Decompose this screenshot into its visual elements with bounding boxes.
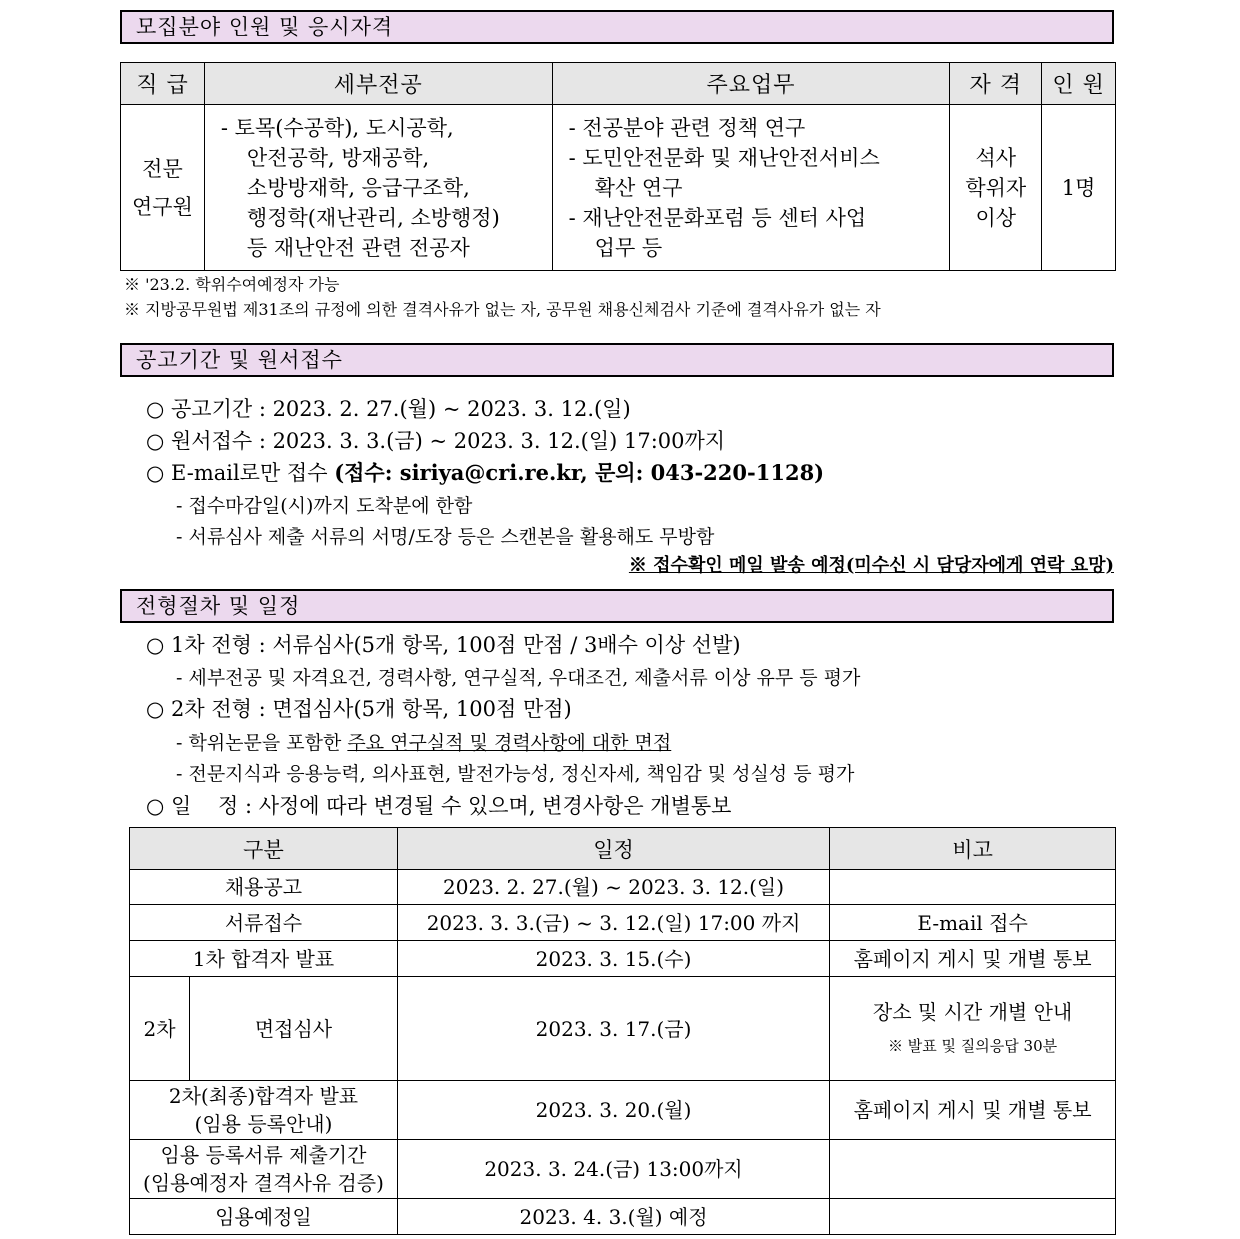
row-category <box>130 1081 398 1140</box>
stage2-sub-interview-prefix: - 학위논문을 포함한 <box>176 732 348 754</box>
row-remarks <box>830 1199 1116 1235</box>
row-date: 2023. 3. 20.(월) <box>397 1081 829 1140</box>
duty-line: 업무 등 <box>594 235 663 260</box>
table-row <box>130 977 1116 1081</box>
email-reception <box>146 457 824 487</box>
table-row <box>130 1199 1116 1235</box>
reception-sub-deadline: - 접수마감일(시)까지 도착분에 한함 <box>176 495 473 517</box>
qualification-line: 석사 <box>975 145 1017 170</box>
schedule-table <box>129 827 1116 1235</box>
stage2-sub-evaluation: - 전문지식과 응용능력, 의사표현, 발전가능성, 정신자세, 책임감 및 성실성 등 평가 <box>176 763 855 785</box>
row-category: 서류접수 <box>130 905 398 941</box>
row-category: 임용예정일 <box>130 1199 398 1235</box>
qualification-line: 학위자 <box>965 175 1027 200</box>
remarks-line: 장소 및 시간 개별 안내 <box>872 999 1073 1024</box>
email-contact: (접수: siriya@cri.re.kr, 문의: 043-220-1128) <box>334 460 825 485</box>
reception-period: ○ 원서접수 : 2023. 3. 3.(금) ~ 2023. 3. 12.(일) 17:00까지 <box>146 429 726 453</box>
recruitment-table <box>120 62 1116 271</box>
major-line: 등 재난안전 관련 전공자 <box>246 235 470 260</box>
row-category: 1차 합격자 발표 <box>130 941 398 977</box>
col-header-date: 일정 <box>397 828 829 870</box>
duty-line: - 도민안전문화 및 재난안전서비스 <box>568 145 880 170</box>
row-remarks: 홈페이지 게시 및 개별 통보 <box>830 941 1116 977</box>
row-date: 2023. 3. 24.(금) 13:00까지 <box>397 1140 829 1199</box>
row-remarks: 홈페이지 게시 및 개별 통보 <box>830 1081 1116 1140</box>
row-remarks: E-mail 접수 <box>830 905 1116 941</box>
major-line: 행정학(재난관리, 소방행정) <box>246 205 500 230</box>
row-remarks <box>830 1140 1116 1199</box>
row-date: 2023. 2. 27.(월) ~ 2023. 3. 12.(일) <box>397 870 829 905</box>
row-remarks <box>830 870 1116 905</box>
table-row <box>130 870 1116 905</box>
table-row <box>130 905 1116 941</box>
category-line: 2차(최종)합격자 발표 <box>168 1084 359 1108</box>
row-remarks <box>830 977 1116 1081</box>
section-title-procedure: 전형절차 및 일정 <box>120 589 1114 623</box>
stage2-sub-interview <box>176 728 671 755</box>
major-line: 안전공학, 방재공학, <box>246 145 430 170</box>
major-line: 소방방재학, 응급구조학, <box>246 175 470 200</box>
headcount-cell: 1명 <box>1042 105 1116 271</box>
row-date: 2023. 3. 15.(수) <box>397 941 829 977</box>
rank-cell <box>121 105 205 271</box>
category-line: (임용 등록안내) <box>194 1112 333 1136</box>
section-title-recruitment: 모집분야 인원 및 응시자격 <box>120 10 1114 44</box>
stage2-sub-interview-underlined: 주요 연구실적 및 경력사항에 대한 면접 <box>347 732 672 754</box>
category-line: (임용예정자 결격사유 검증) <box>143 1171 384 1195</box>
col-header-category: 구분 <box>130 828 398 870</box>
email-reception-label: ○ E-mail로만 접수 <box>146 461 335 485</box>
row-category <box>130 1140 398 1199</box>
major-line: - 토목(수공학), 도시공학, <box>220 115 454 140</box>
col-header-rank: 직 급 <box>121 63 205 105</box>
duty-line: 확산 연구 <box>594 175 683 200</box>
col-header-duties: 주요업무 <box>552 63 950 105</box>
row-date: 2023. 3. 3.(금) ~ 3. 12.(일) 17:00 까지 <box>397 905 829 941</box>
col-header-qualification: 자 격 <box>950 63 1042 105</box>
major-cell <box>204 105 552 271</box>
row-date: 2023. 4. 3.(월) 예정 <box>397 1199 829 1235</box>
stage1-line: ○ 1차 전형 : 서류심사(5개 항목, 100점 만점 / 3배수 이상 선발) <box>146 633 741 657</box>
row-category: 면접심사 <box>189 977 397 1081</box>
rank-line: 연구원 <box>132 194 193 219</box>
reception-sub-scan: - 서류심사 제출 서류의 서명/도장 등은 스캔본을 활용해도 무방함 <box>176 526 715 548</box>
col-header-remarks: 비고 <box>830 828 1116 870</box>
table-row <box>130 1081 1116 1140</box>
row-date: 2023. 3. 17.(금) <box>397 977 829 1081</box>
category-line: 임용 등록서류 제출기간 <box>160 1143 367 1167</box>
col-header-headcount: 인 원 <box>1042 63 1116 105</box>
table-row <box>130 941 1116 977</box>
qualification-cell <box>950 105 1042 271</box>
duties-cell <box>552 105 950 271</box>
rank-line: 전문 <box>142 156 183 181</box>
col-header-major: 세부전공 <box>204 63 552 105</box>
note-graduation: ※ '23.2. 학위수여예정자 가능 <box>124 275 340 294</box>
table-row <box>130 1140 1116 1199</box>
schedule-line: ○ 일 정 : 사정에 따라 변경될 수 있으며, 변경사항은 개별통보 <box>146 794 732 818</box>
duty-line: - 전공분야 관련 정책 연구 <box>568 115 806 140</box>
stage1-sub: - 세부전공 및 자격요건, 경력사항, 연구실적, 우대조건, 제출서류 이상 유무 등 평가 <box>176 667 861 689</box>
note-disqualification: ※ 지방공무원법 제31조의 규정에 의한 결격사유가 없는 자, 공무원 채용신체검사 기준에 결격사유가 없는 자 <box>124 300 881 319</box>
posting-period: ○ 공고기간 : 2023. 2. 27.(월) ~ 2023. 3. 12.(일) <box>146 397 631 421</box>
section-title-application: 공고기간 및 원서접수 <box>120 343 1114 377</box>
remarks-note: ※ 발표 및 질의응답 30분 <box>888 1036 1058 1055</box>
qualification-line: 이상 <box>975 205 1017 230</box>
stage2-line: ○ 2차 전형 : 면접심사(5개 항목, 100점 만점) <box>146 697 572 721</box>
duty-line: - 재난안전문화포럼 등 센터 사업 <box>568 205 867 230</box>
email-confirm-notice: ※ 접수확인 메일 발송 예정(미수신 시 담당자에게 연락 요망) <box>628 555 1114 576</box>
row-category: 채용공고 <box>130 870 398 905</box>
row-category-group: 2차 <box>130 977 190 1081</box>
